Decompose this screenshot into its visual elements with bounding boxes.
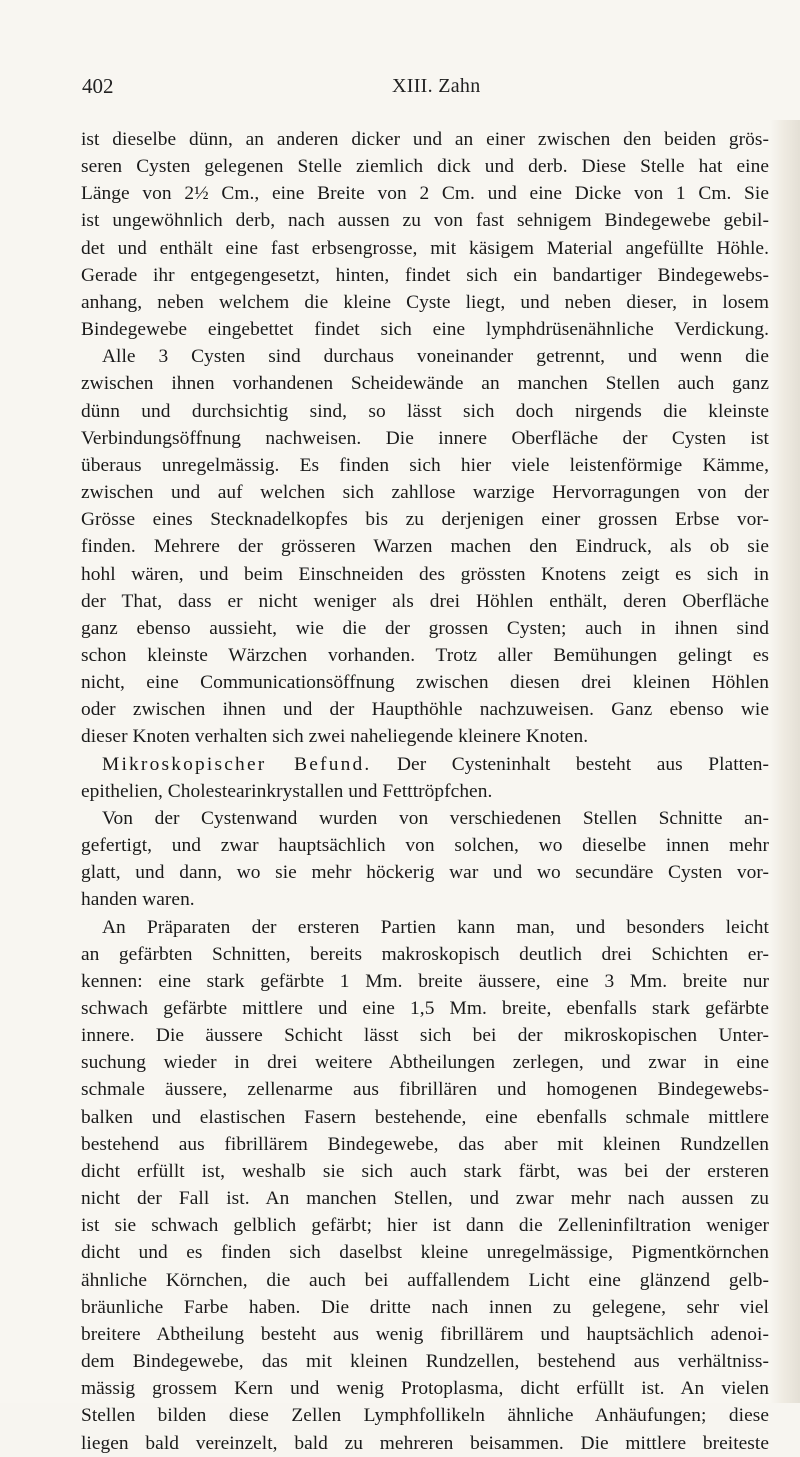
text-line: balken und elastischen Fasern bestehende, eine ebenfalls schmale mittlere — [81, 1106, 769, 1128]
text-line: kennen: eine stark gefärbte 1 Mm. breite äussere, eine 3 Mm. breite nur — [81, 970, 769, 992]
text-line: überaus unregelmässig. Es finden sich hier viele leistenförmige Kämme, — [81, 454, 769, 476]
text-line: bestehend aus fibrillärem Bindegewebe, das aber mit kleinen Rundzellen — [81, 1133, 769, 1155]
text-line: mässig grossem Kern und wenig Protoplasma, dicht erfüllt ist. An vielen — [81, 1378, 769, 1400]
body-text — [81, 126, 769, 1457]
text-line: ganz ebenso aussieht, wie die der grossen Cysten; auch in ihnen sind — [81, 617, 769, 639]
section-heading-inline: Mikroskopischer Befund. — [102, 753, 372, 775]
text-line: schmale äussere, zellenarme aus fibrillären und homogenen Bindegewebs- — [81, 1079, 769, 1101]
text-line: Mikroskopischer Befund. Der Cysteninhalt besteht aus Platten- — [102, 753, 769, 775]
text-line: der That, dass er nicht weniger als drei Höhlen enthält, deren Oberfläche — [81, 590, 769, 612]
text-line: ist ungewöhnlich derb, nach aussen zu von fast sehnigem Bindegewebe gebil- — [81, 210, 769, 232]
text-line: Von der Cystenwand wurden von verschiedenen Stellen Schnitte an- — [102, 807, 769, 829]
text-line: nicht der Fall ist. An manchen Stellen, und zwar mehr nach aussen zu — [81, 1188, 769, 1210]
text-line: dicht und es finden sich daselbst kleine unregelmässige, Pigmentkörnchen — [81, 1242, 769, 1264]
text-line: suchung wieder in drei weitere Abtheilungen zerlegen, und zwar in eine — [81, 1052, 769, 1074]
text-line: liegen bald vereinzelt, bald zu mehreren beisammen. Die mittlere breiteste — [81, 1432, 769, 1454]
text-line: dünn und durchsichtig sind, so lässt sich doch nirgends die kleinste — [81, 400, 769, 422]
text-line: zwischen und auf welchen sich zahllose warzige Hervorragungen von der — [81, 482, 769, 504]
text-line: Grösse eines Stecknadelkopfes bis zu derjenigen einer grossen Erbse vor- — [81, 509, 769, 531]
text-line: Alle 3 Cysten sind durchaus voneinander getrennt, und wenn die — [102, 346, 769, 368]
text-line: Verbindungsöffnung nachweisen. Die innere Oberfläche der Cysten ist — [81, 427, 769, 449]
text-line: schon kleinste Wärzchen vorhanden. Trotz aller Bemühungen gelingt es — [81, 644, 769, 666]
text-line: anhang, neben welchem die kleine Cyste liegt, und neben dieser, in losem — [81, 291, 769, 313]
text-line: det und enthält eine fast erbsengrosse, mit käsigem Material angefüllte Höhle. — [81, 237, 769, 259]
text-line: Gerade ihr entgegengesetzt, hinten, findet sich ein bandartiger Bindegewebs- — [81, 264, 769, 286]
text-line: Stellen bilden diese Zellen Lymphfollikeln ähnliche Anhäufungen; diese — [81, 1405, 769, 1427]
text-line: finden. Mehrere der grösseren Warzen machen den Eindruck, als ob sie — [81, 536, 769, 558]
text-line: zwischen ihnen vorhandenen Scheidewände an manchen Stellen auch ganz — [81, 373, 769, 395]
text-line: bräunliche Farbe haben. Die dritte nach innen zu gelegene, sehr viel — [81, 1296, 769, 1318]
text-line: seren Cysten gelegenen Stelle ziemlich dick und derb. Diese Stelle hat eine — [81, 156, 769, 178]
text-line: handen waren. — [81, 889, 195, 911]
text-line: breitere Abtheilung besteht aus wenig fibrillärem und hauptsächlich adenoi- — [81, 1323, 769, 1345]
page-number: 402 — [82, 74, 114, 98]
page-header — [82, 74, 732, 104]
text-line: Länge von 2½ Cm., eine Breite von 2 Cm. und eine Dicke von 1 Cm. Sie — [81, 183, 769, 205]
text-line: dicht erfüllt ist, weshalb sie sich auch stark färbt, was bei der ersteren — [81, 1160, 769, 1182]
text-line: ähnliche Körnchen, die auch bei auffallendem Licht eine glänzend gelb- — [81, 1269, 769, 1291]
text-line: oder zwischen ihnen und der Haupthöhle nachzuweisen. Ganz ebenso wie — [81, 699, 769, 721]
text-line: Bindegewebe eingebettet findet sich eine lymphdrüsenähnliche Verdickung. — [81, 319, 769, 341]
text-line: glatt, und dann, wo sie mehr höckerig war und wo secundäre Cysten vor- — [81, 862, 769, 884]
text-line: epithelien, Cholestearinkrystallen und Fetttröpfchen. — [81, 780, 493, 802]
page-edge-shadow — [770, 120, 800, 1403]
text-line: dieser Knoten verhalten sich zwei naheliegende kleinere Knoten. — [81, 726, 589, 748]
text-line: ist sie schwach gelblich gefärbt; hier ist dann die Zelleninfiltration weniger — [81, 1215, 769, 1237]
text-line: dem Bindegewebe, das mit kleinen Rundzellen, bestehend aus verhältniss- — [81, 1351, 769, 1373]
text-line: ist dieselbe dünn, an anderen dicker und an einer zwischen den beiden grös- — [81, 129, 769, 150]
text-line: An Präparaten der ersteren Partien kann man, und besonders leicht — [102, 916, 769, 938]
text-line: nicht, eine Communicationsöffnung zwischen diesen drei kleinen Höhlen — [81, 672, 769, 694]
running-head: XIII. Zahn — [392, 75, 481, 97]
text-line: an gefärbten Schnitten, bereits makroskopisch deutlich drei Schichten er- — [81, 943, 769, 965]
text-line: hohl wären, und beim Einschneiden des grössten Knotens zeigt es sich in — [81, 563, 769, 585]
text-line: schwach gefärbte mittlere und eine 1,5 Mm. breite, ebenfalls stark gefärbte — [81, 998, 769, 1019]
text-line: gefertigt, und zwar hauptsächlich von solchen, wo dieselbe innen mehr — [81, 835, 769, 857]
text-line: innere. Die äussere Schicht lässt sich bei der mikroskopischen Unter- — [81, 1025, 769, 1047]
